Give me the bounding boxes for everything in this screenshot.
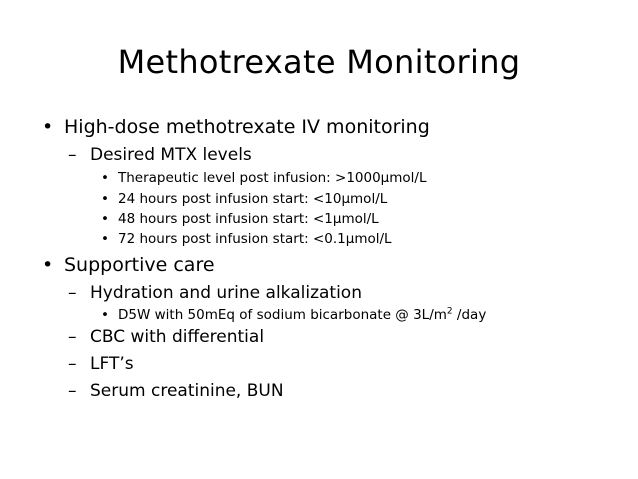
level-text: Therapeutic level post infusion: >1000µmol/L <box>118 170 427 186</box>
hydration-detail <box>101 306 487 324</box>
level-text: 48 hours post infusion start: <1µmol/L <box>118 211 379 227</box>
subitem-hydration <box>68 282 362 304</box>
dash-marker: – <box>68 283 77 303</box>
level-text: 24 hours post infusion start: <10µmol/L <box>118 191 388 207</box>
superscript-two: 2 <box>446 306 453 317</box>
subitem-text: Desired MTX levels <box>90 145 252 165</box>
subitem-text: Hydration and urine alkalization <box>90 283 362 303</box>
dash-marker: – <box>68 354 77 374</box>
level-48-hours <box>101 210 379 228</box>
bullet-supportive-care <box>42 252 215 278</box>
bullet-marker: • <box>42 116 54 138</box>
dash-marker: – <box>68 145 77 165</box>
bullet-text: High-dose methotrexate IV monitoring <box>64 116 430 138</box>
level-24-hours <box>101 190 388 208</box>
hydration-text: D5W with 50mEq of sodium bicarbonate @ 3L/m <box>118 307 447 323</box>
bullet-marker: • <box>101 307 109 323</box>
subitem-text: CBC with differential <box>90 327 265 347</box>
subitem-text: Serum creatinine, BUN <box>90 381 284 401</box>
bullet-high-dose-monitoring <box>42 114 430 140</box>
subitem-serum-creatinine <box>68 380 284 402</box>
level-72-hours <box>101 230 392 248</box>
subitem-desired-mtx-levels <box>68 144 252 166</box>
slide-title: Methotrexate Monitoring <box>117 43 521 81</box>
bullet-marker: • <box>101 170 109 186</box>
bullet-marker: • <box>101 211 109 227</box>
level-text: 72 hours post infusion start: <0.1µmol/L <box>118 231 392 247</box>
subitem-text: LFT’s <box>90 354 134 374</box>
bullet-marker: • <box>42 254 54 276</box>
bullet-marker: • <box>101 231 109 247</box>
subitem-cbc <box>68 326 265 348</box>
subitem-lfts <box>68 353 134 375</box>
bullet-text: Supportive care <box>64 254 215 276</box>
hydration-suffix: /day <box>452 307 487 323</box>
dash-marker: – <box>68 327 77 347</box>
dash-marker: – <box>68 381 77 401</box>
bullet-marker: • <box>101 191 109 207</box>
level-therapeutic <box>101 169 427 187</box>
